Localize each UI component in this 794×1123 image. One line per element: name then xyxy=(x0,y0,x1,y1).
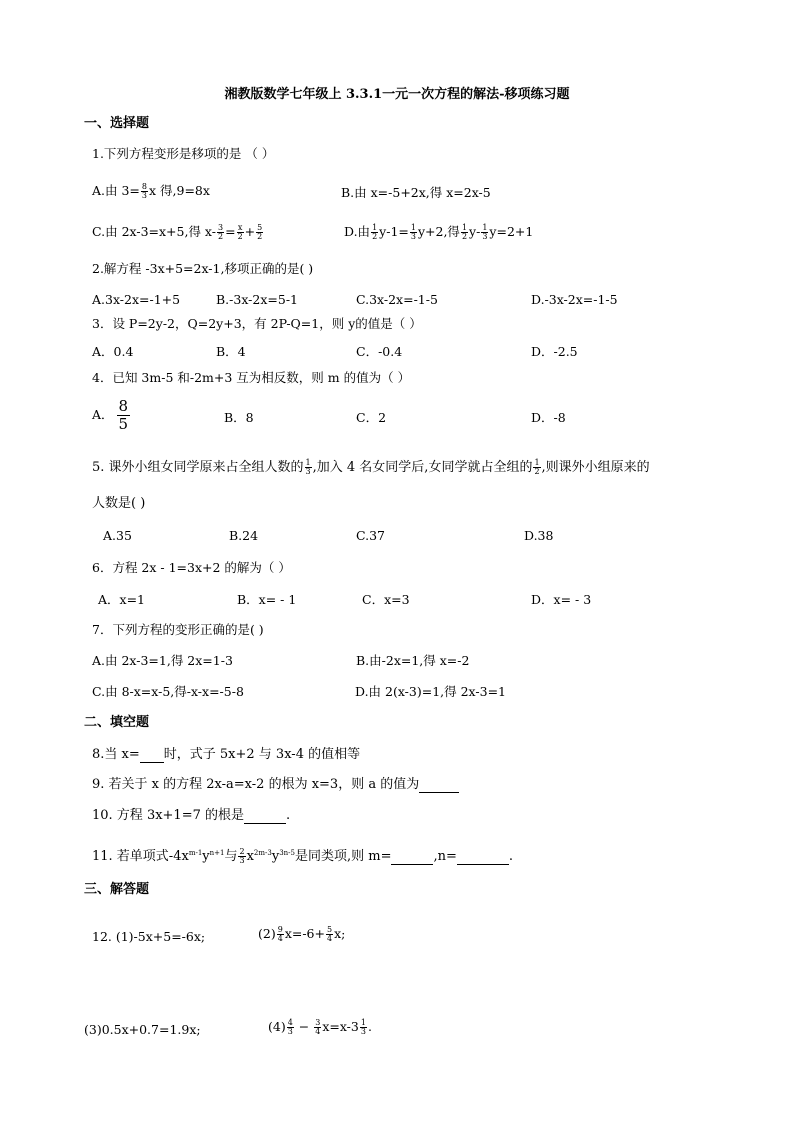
page-title: 湘教版数学七年级上 3.3.1一元一次方程的解法-移项练习题 xyxy=(224,87,570,102)
q9-stem: 9. 若关于 x 的方程 2x-a=x-2 的根为 x=3，则 a 的值为 xyxy=(92,777,459,793)
q6-stem: 6．方程 2x - 1=3x+2 的解为（ ） xyxy=(92,560,291,575)
q2-stem: 2.解方程 -3x+5=2x-1,移项正确的是( ) xyxy=(92,261,314,276)
section-choice: 一、选择题 xyxy=(84,116,150,131)
q1-option-d: D.由 $\frac{1}{2}$ y-1= $\frac{1}{3}$ y+2,得 $\frac{1}{2}$ y- $\frac{1}{3}$ y=2+1 xyxy=(344,223,534,241)
q12-part2: (2) $\frac{9}{4}$ x=-6+ $\frac{5}{4}$ x; xyxy=(258,925,346,943)
q8-blank[interactable] xyxy=(140,750,164,763)
q10-stem: 10. 方程 3x+1=7 的根是 . xyxy=(92,808,291,823)
q6-option-b: B．x= - 1 xyxy=(237,592,297,607)
q12-part1: 12. (1)-5x+5=-6x; xyxy=(92,929,206,944)
q1-option-b: B.由 x=-5+2x,得 x=2x-5 xyxy=(341,185,491,200)
q6-option-c: C．x=3 xyxy=(362,592,410,607)
q7-option-c: C.由 8-x=x-5,得-x-x=-5-8 xyxy=(92,684,244,699)
q12-part4: (4) $\frac{4}{3}$ − $\frac{3}{4}$ x=x-3 $\frac{1}{3}$ . xyxy=(268,1018,372,1036)
q6-option-d: D．x= - 3 xyxy=(531,592,592,607)
q11-blank-n[interactable] xyxy=(457,852,509,865)
q1-stem: 1.下列方程变形是移项的是 （ ） xyxy=(92,146,275,161)
q4-option-a: A． $\frac{8}{5}$ xyxy=(92,397,129,433)
q5-option-b: B.24 xyxy=(229,528,259,543)
q1-option-c: C.由 2x-3=x+5,得 x- $\frac{3}{2}$ = $\frac{x}{2}$ + $\frac{5}{2}$ xyxy=(92,223,263,241)
q10-blank[interactable] xyxy=(244,811,286,824)
q4-option-b: B．8 xyxy=(224,410,254,425)
q4-stem: 4．已知 3m-5 和-2m+3 互为相反数，则 m 的值为（ ） xyxy=(92,370,411,385)
section-solve: 三、解答题 xyxy=(84,882,150,897)
q3-option-b: B．4 xyxy=(216,344,246,359)
q5-stem-line1: 5. 课外小组女同学原来占全组人数的 $\frac{1}{3}$ ,加入 4 名女同学后,女同学就占全组的 $\frac{1}{2}$ ,则课外小组原来的 xyxy=(92,458,650,476)
q5-stem-line2: 人数是( ) xyxy=(92,496,146,511)
q3-stem: 3．设 P=2y-2，Q=2y+3，有 2P-Q=1，则 y的值是（ ） xyxy=(92,316,422,331)
q6-option-a: A．x=1 xyxy=(98,592,146,607)
q8-stem: 8.当 x= 时，式子 5x+2 与 3x-4 的值相等 xyxy=(92,747,361,762)
q5-option-d: D.38 xyxy=(524,528,554,543)
q1-option-a: A.由 3= $\frac{8}{3}$ x 得,9=8x xyxy=(92,182,210,200)
q7-option-b: B.由-2x=1,得 x=-2 xyxy=(356,653,470,668)
q3-option-c: C．-0.4 xyxy=(356,344,403,359)
q7-option-d: D.由 2(x-3)=1,得 2x-3=1 xyxy=(355,684,506,699)
q11-blank-m[interactable] xyxy=(391,852,433,865)
q3-option-a: A．0.4 xyxy=(92,344,134,359)
section-fill: 二、填空题 xyxy=(84,715,150,730)
q11-stem: 11. 若单项式$-4x^{m-1}y^{n+1}$与 $\frac{2}{3}$ $x^{2m-3}y^{3n-5}$是同类项,则 m= ,n= . xyxy=(92,847,514,865)
q2-option-b: B.-3x-2x=5-1 xyxy=(216,292,298,307)
q5-option-a: A.35 xyxy=(103,528,132,543)
q7-option-a: A.由 2x-3=1,得 2x=1-3 xyxy=(92,653,233,668)
q4-option-c: C．2 xyxy=(356,410,387,425)
q4-option-d: D．-8 xyxy=(531,410,566,425)
q2-option-a: A.3x-2x=-1+5 xyxy=(92,292,181,307)
q3-option-d: D．-2.5 xyxy=(531,344,578,359)
q2-option-c: C.3x-2x=-1-5 xyxy=(356,292,438,307)
q5-option-c: C.37 xyxy=(356,528,385,543)
q9-blank[interactable] xyxy=(419,780,459,793)
q2-option-d: D.-3x-2x=-1-5 xyxy=(531,292,618,307)
q12-part3: (3)0.5x+0.7=1.9x; xyxy=(84,1022,201,1037)
q7-stem: 7．下列方程的变形正确的是( ) xyxy=(92,622,264,637)
